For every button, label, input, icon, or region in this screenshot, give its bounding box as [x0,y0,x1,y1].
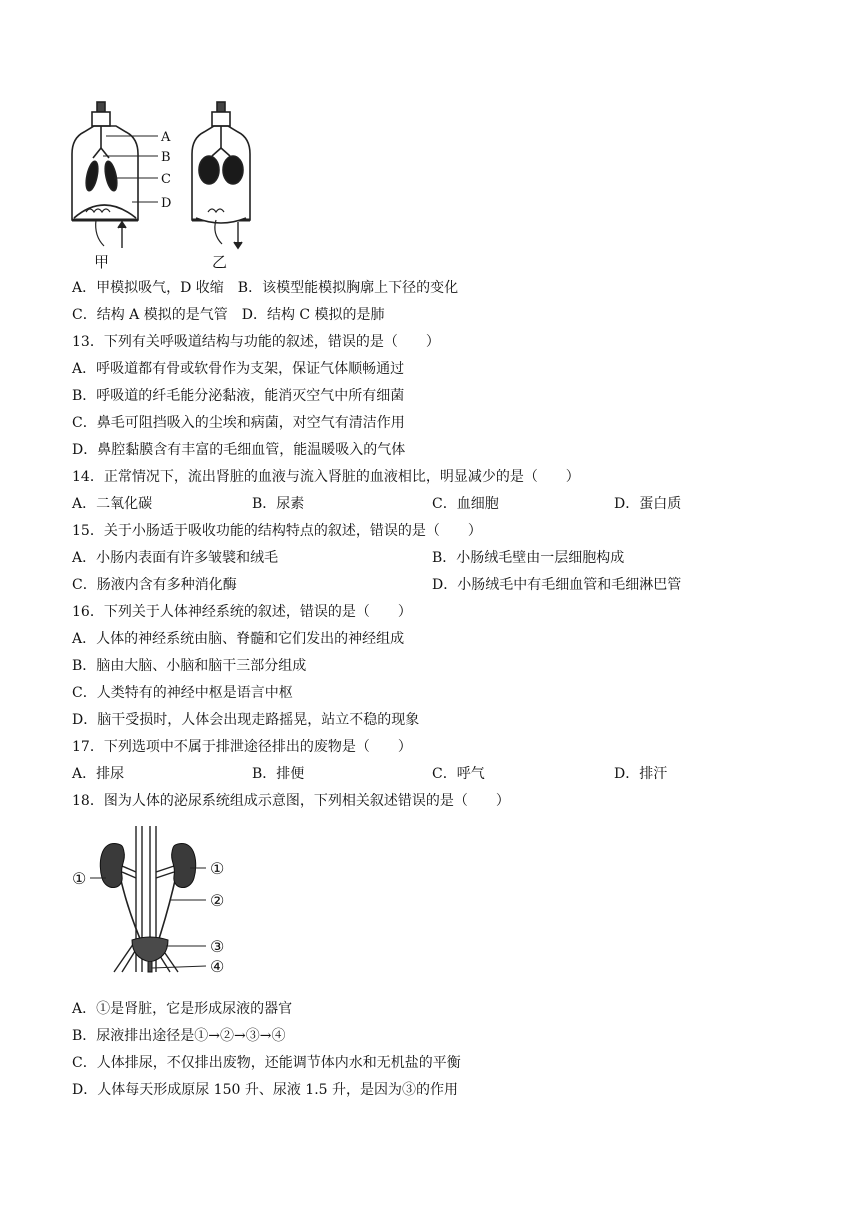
caption-jia: 甲 [94,253,110,271]
q15-option-d: D．小肠绒毛中有毛细血管和毛细淋巴管 [432,577,682,593]
q12-options-line1: A．甲模拟吸气，D 收缩 B．该模型能模拟胸廓上下径的变化 [72,280,459,296]
fig18-label-2: ② [210,891,225,910]
q15-option-a: A．小肠内表面有许多皱襞和绒毛 [72,550,279,566]
bladder [132,937,168,962]
q18-option-c: C．人体排尿，不仅排出废物，还能调节体内水和无机盐的平衡 [72,1055,461,1071]
q16-option-c: C．人类特有的神经中枢是语言中枢 [72,685,293,701]
q15-option-c: C．肠液内含有多种消化酶 [72,577,237,593]
q12-options-line2: C．结构 A 模拟的是气管 D．结构 C 模拟的是肺 [72,307,385,323]
right-kidney [172,844,196,888]
q18-option-d: D．人体每天形成原尿 150 升、尿液 1.5 升，是因为③的作用 [72,1082,459,1098]
q13-option-c: C．鼻毛可阻挡吸入的尘埃和病菌，对空气有清洁作用 [72,415,405,431]
q13-stem: 13．下列有关呼吸道结构与功能的叙述，错误的是（ ） [72,334,440,350]
q14-option-d: D．蛋白质 [614,496,682,512]
q17-option-d: D．排汗 [614,766,668,782]
left-kidney [100,844,124,888]
q13-option-b: B．呼吸道的纤毛能分泌黏液，能消灭空气中所有细菌 [72,388,405,404]
jar-yi [192,102,250,248]
q15-option-b: B．小肠绒毛壁由一层细胞构成 [432,550,625,566]
q14-stem: 14．正常情况下，流出肾脏的血液与流入肾脏的血液相比，明显减少的是（ ） [72,469,580,485]
q13-option-d: D．鼻腔黏膜含有丰富的毛细血管，能温暖吸入的气体 [72,442,406,458]
caption-yi: 乙 [212,253,228,271]
bell-jar-figure [66,96,266,272]
q15-stem: 15．关于小肠适于吸收功能的结构特点的叙述，错误的是（ ） [72,523,482,539]
q16-stem: 16．下列关于人体神经系统的叙述，错误的是（ ） [72,604,412,620]
q14-option-c: C．血细胞 [432,496,499,512]
q14-option-b: B．尿素 [252,496,305,512]
label-D: D [161,196,172,211]
label-A: A [161,130,171,145]
fig18-label-4: ④ [210,957,225,976]
fig18-label-3: ③ [210,937,225,956]
q18-stem: 18．图为人体的泌尿系统组成示意图，下列相关叙述错误的是（ ） [72,793,510,809]
jar-jia [72,102,138,248]
q16-option-d: D．脑干受损时，人体会出现走路摇晃，站立不稳的现象 [72,712,420,728]
label-B: B [161,150,171,165]
fig18-label-1-right: ① [210,859,225,878]
q17-option-c: C．呼气 [432,766,485,782]
q16-option-b: B．脑由大脑、小脑和脑干三部分组成 [72,658,307,674]
fig18-label-1-left: ① [72,869,87,888]
urinary-system-figure [70,822,240,984]
q16-option-a: A．人体的神经系统由脑、脊髓和它们发出的神经组成 [72,631,405,647]
q18-option-a: A．①是肾脏，它是形成尿液的器官 [72,1001,293,1017]
q17-option-a: A．排尿 [72,766,125,782]
q18-option-b: B．尿液排出途径是①→②→③→④ [72,1028,286,1044]
label-C: C [161,172,171,187]
q17-option-b: B．排便 [252,766,305,782]
q14-option-a: A．二氧化碳 [72,496,153,512]
q13-option-a: A．呼吸道都有骨或软骨作为支架，保证气体顺畅通过 [72,361,405,377]
q17-stem: 17．下列选项中不属于排泄途径排出的废物是（ ） [72,739,412,755]
